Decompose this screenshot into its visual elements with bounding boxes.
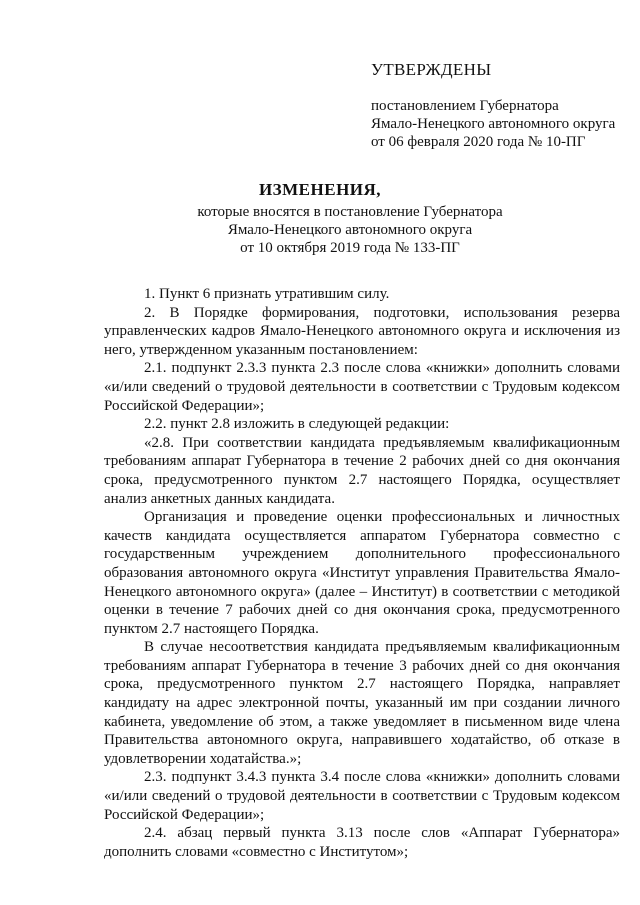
document-title: ИЗМЕНЕНИЯ, (258, 180, 382, 199)
document-subtitle-line: от 10 октября 2019 года № 133-ПГ (240, 240, 460, 256)
paragraph: «2.8. При соответствии кандидата предъявляемым квалификационным требованиям аппарат Губернатора в течение 2 рабочих дней со дня окончания срока, предусмотренного пунктом 2.7 настоящего Порядка, осуществляет анализ анкетных данных кандидата. (104, 434, 620, 507)
document-subtitle-line: Ямало-Ненецкого автономного округа (227, 222, 473, 238)
paragraph: В случае несоответствия кандидата предъявляемым квалификационным требованиям аппарат Губернатора в течение 3 рабочих дней со дня окончания срока, предусмотренного пунктом 2.7 настоящего Порядка, направляет кандидату на адрес электронной почты, указанный им при создании личного кабинета, уведомление об этом, а также уведомляет в письменном виде члена Правительства автономного округа, направившего ходатайство, об отказе в удовлетворении ходатайства.»; (104, 639, 620, 767)
paragraph: 2.3. подпункт 3.4.3 пункта 3.4 после слова «книжки» дополнить словами «и/или сведений о трудовой деятельности в соответствии с Трудовым кодексом Российской Федерации»; (104, 769, 620, 823)
approval-line: Ямало-Ненецкого автономного округа (371, 116, 616, 132)
approval-line: от 06 февраля 2020 года № 10-ПГ (371, 134, 586, 150)
approval-title: УТВЕРЖДЕНЫ (371, 60, 492, 79)
paragraph: 2.2. пункт 2.8 изложить в следующей редакции: (144, 416, 450, 433)
paragraph: 1. Пункт 6 признать утратившим силу. (144, 286, 390, 302)
paragraph: Организация и проведение оценки профессиональных и личностных качеств кандидата осуществляется аппаратом Губернатора совместно с государственным учреждением дополнительного профессионального образования автономного округа «Институт управления Правительства Ямало-Ненецкого автономного округа» (далее – Институт) в соответствии с методикой оценки в течение 7 рабочих дней со дня окончания срока, предусмотренного пунктом 2.7 настоящего Порядка. (104, 509, 620, 637)
document-subtitle-line: которые вносятся в постановление Губернатора (197, 204, 503, 220)
paragraph: 2.1. подпункт 2.3.3 пункта 2.3 после слова «книжки» дополнить словами «и/или сведений о трудовой деятельности в соответствии с Трудовым кодексом Российской Федерации»; (104, 360, 620, 414)
approval-line: постановлением Губернатора (371, 98, 559, 114)
paragraph: 2. В Порядке формирования, подготовки, использования резерва управленческих кадров Ямало-Ненецкого автономного округа и исключения из него, утвержденном указанным постановлением: (104, 304, 620, 358)
paragraph: 2.4. абзац первый пункта 3.13 после слов «Аппарат Губернатора» дополнить словами «совместно с Институтом»; (104, 825, 620, 860)
document-body (104, 285, 620, 861)
